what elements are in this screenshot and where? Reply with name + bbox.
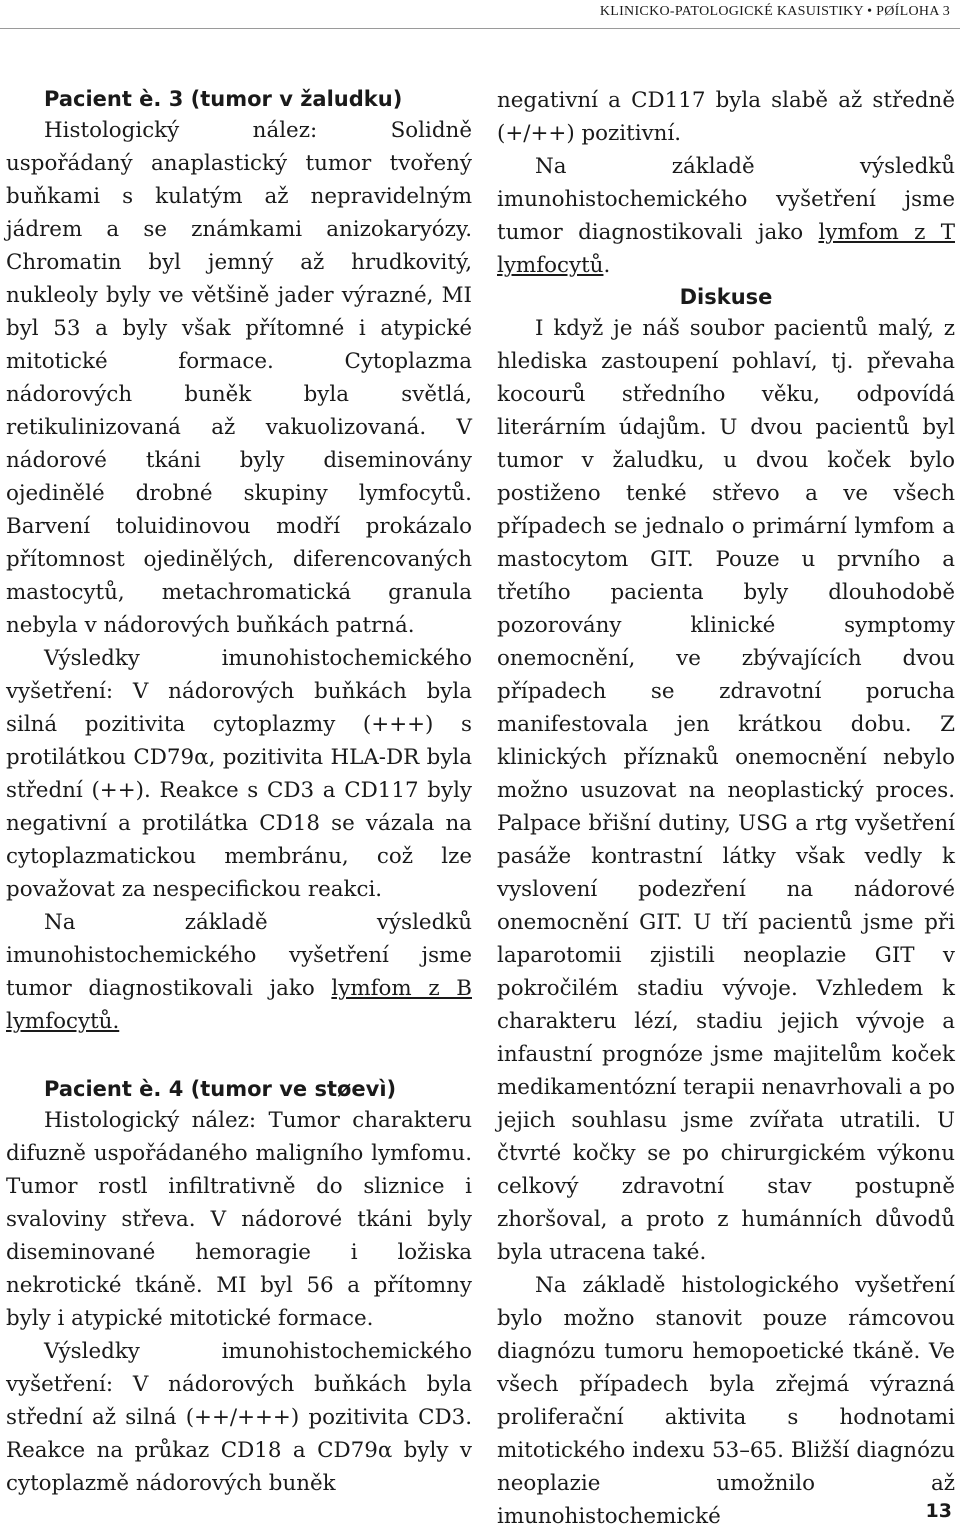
case4-heading: Pacient è. 4 (tumor ve støevì) [44,1077,397,1101]
case3-ihc-paragraph: Výsledky imunohistochemického vyšetření: V nádorových buňkách byla silná pozitivita cytoplazmy (+++) s protilátkou CD79α, pozitivita HLA-DR byla střední (++). Reakce s CD3 a CD117 byly negativní a protilátka CD18 se vázala na cytoplazmatickou membránu, což lze považovat za nespecifickou reakci. [6,646,472,902]
case4-diagnosis-text: Na základě výsledků imunohistochemického vyšetření jsme tumor diagnostikovali jako [497,154,955,245]
left-column [6,84,472,1500]
header-rule [0,28,960,29]
case4-histology-paragraph: Histologický nález: Tumor charakteru difuzně uspořádaného maligního lymfomu. Tumor rostl infiltrativně do sliznice i svaloviny střeva. V nádorové tkáni byly diseminované hemoragie i ložiska nekrotické tkáně. MI byl 56 a přítomny byly i atypické mitotické formace. [6,1108,472,1331]
case4-ihc-paragraph: Výsledky imunohistochemického vyšetření: V nádorových buňkách byla střední až silná (++/+++) pozitivita CD3. Reakce na průkaz CD18 a CD79α byly v cytoplazmě nádorových buněk [6,1339,472,1496]
discussion-paragraph-1: I když je náš soubor pacientů malý, z hlediska zastoupení pohlaví, tj. převaha kocourů středního věku, odpovídá literárním údajům. U dvou pacientů byl tumor v žaludku, u dvou koček bylo postiženo tenké střevo a ve všech případech se jednalo o primární lymfom a mastocytom GIT. Pouze u prvního a třetího pacienta byly dlouhodobě pozorovány klinické symptomy onemocnění, ve zbývajících dvou případech se zdravotní porucha manifestovala jen krátkou dobu. Z klinických příznaků onemocnění nebylo možno usuzovat na neoplastický proces. Palpace břišní dutiny, USG a rtg vyšetření pasáže kontrastní látky však vedly k vyslovení podezření na nádorové onemocnění GIT. U tří pacientů jsme při laparotomii zjistili neoplazie GIT v pokročilém stadiu vývoje. Vzhledem k charakteru lézí, stadiu jejich vývoje a infaustní prognóze jsme majitelům koček medikamentózní terapii nenavrhovali a po jejich souhlasu jsme zvířata utratili. U čtvrté kočky se po chirurgickém výkonu celkový zdravotní stav postupně zhoršoval, a proto z humánních důvodů byla utracena také. [497,316,955,1265]
right-column [497,84,955,1533]
discussion-paragraph-2: Na základě histologického vyšetření bylo možno stanovit pouze rámcovou diagnózu tumoru hemopoetické tkáně. Ve všech případech byla zřejmá výrazná proliferační aktivita s hodnotami mitotického indexu 53–65. Bližší diagnózu neoplazie umožnilo až imunohistochemické [497,1273,955,1529]
discussion-heading: Diskuse [679,285,773,309]
case4-diagnosis-period: . [603,253,611,278]
page-number: 13 [925,1500,952,1522]
case3-histology-paragraph: Histologický nález: Solidně uspořádaný anaplastický tumor tvořený buňkami s kulatým až nepravidelným jádrem a se známkami anizokaryózy. Chromatin byl jemný až hrudkovitý, nukleoly byly ve většině jader výrazné, MI byl 53 a byly však přítomné i atypické mitotické formace. Cytoplazma nádorových buněk byla světlá, retikulinizovaná až vakuolizovaná. V nádorové tkáni byly diseminovány ojedinělé drobné skupiny lymfocytů. Barvení toluidinovou modří prokázalo přítomnost ojedinělých, diferencovaných mastocytů, metachromatická granula nebyla v nádorových buňkách patrná. [6,118,472,638]
case3-diagnosis-paragraph [6,906,472,1038]
case3-heading: Pacient è. 3 (tumor v žaludku) [44,87,403,111]
case4-ihc-continued: negativní a CD117 byla slabě až středně (+/++) pozitivní. [497,88,955,146]
case3-diagnosis-text: Na základě výsledků imunohistochemického vyšetření jsme tumor diagnostikovali jako [6,910,472,1001]
case3-diagnosis-term: lymfom z B lymfocytů. [6,976,472,1034]
running-header: KLINICKO-PATOLOGICKÉ KASUISTIKY • PØÍLOHA 3 [599,4,950,19]
case4-diagnosis-paragraph [497,150,955,282]
case4-diagnosis-term: lymfom z T lymfocytů [497,220,955,278]
